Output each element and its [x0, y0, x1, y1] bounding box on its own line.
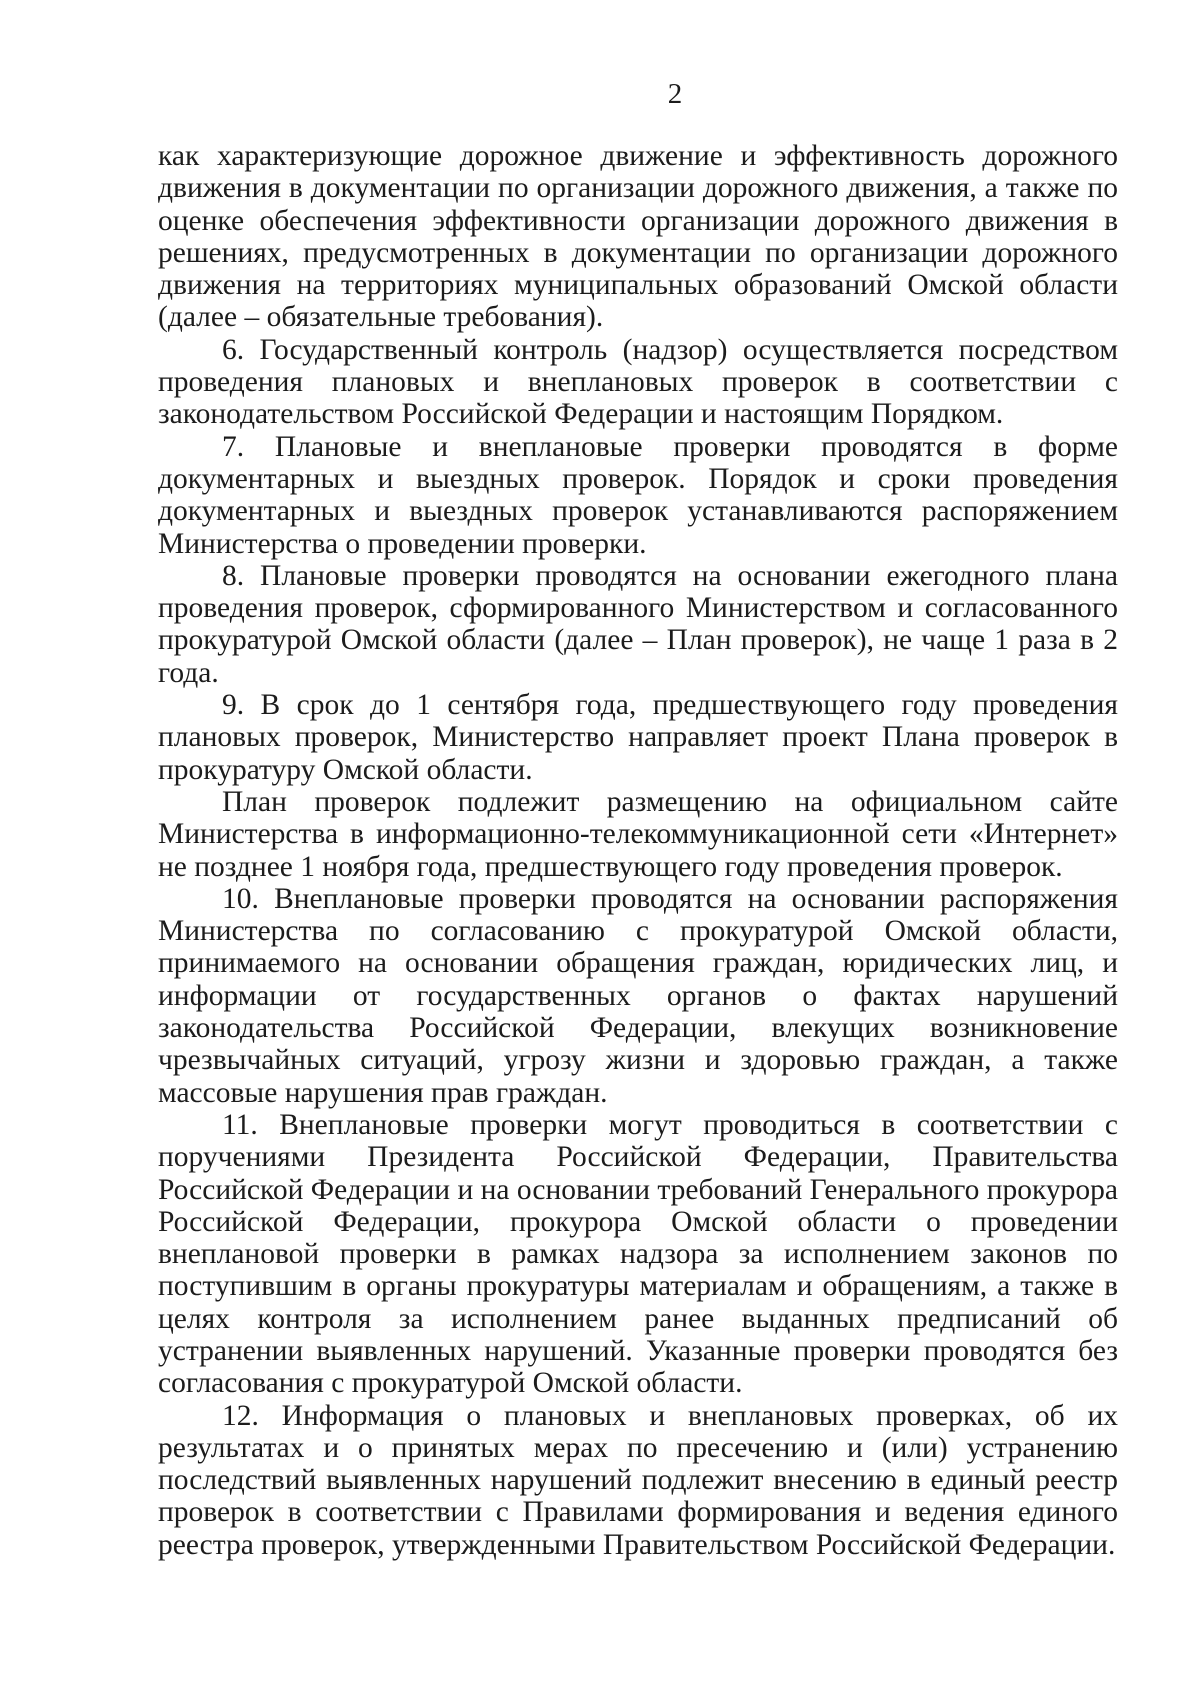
paragraph-6: 6. Государственный контроль (надзор) осуществляется посредством проведения плановых и внеплановых проверок в соответствии с законодательством Российской Федерации и настоящим Порядком.: [158, 333, 1118, 431]
page-number: 2: [667, 78, 683, 110]
paragraph-10: 10. Внеплановые проверки проводятся на основании распоряжения Министерства по согласованию с прокуратурой Омской области, принимаемого на основании обращения граждан, юридических лиц, и информации от государственных органов о фактах нарушений законодательства Российской Федерации, влекущих возникновение чрезвычайных ситуаций, угрозу жизни и здоровью граждан, а также массовые нарушения прав граждан.: [158, 882, 1118, 1109]
document-body: [158, 140, 1118, 1561]
paragraph-7: 7. Плановые и внеплановые проверки проводятся в форме документарных и выездных проверок. Порядок и сроки проведения документарных и выездных проверок устанавливаются распоряжением Министерства о проведении проверки.: [158, 430, 1118, 560]
paragraph-intro-continuation: как характеризующие дорожное движение и эффективность дорожного движения в документации по организации дорожного движения, а также по оценке обеспечения эффективности организации дорожного движения в решениях, предусмотренных в документации по организации дорожного движения на территориях муниципальных образований Омской области (далее – обязательные требования).: [158, 140, 1118, 334]
paragraph-12: 12. Информация о плановых и внеплановых проверках, об их результатах и о принятых мерах по пресечению и (или) устранению последствий выявленных нарушений подлежит внесению в единый реестр проверок в соответствии с Правилами формирования и ведения единого реестра проверок, утвержденными Правительством Российской Федерации.: [158, 1399, 1118, 1561]
paragraph-9: 9. В срок до 1 сентября года, предшествующего году проведения плановых проверок, Министерство направляет проект Плана проверок в прокуратуру Омской области.: [158, 689, 1118, 786]
paragraph-9-continuation: План проверок подлежит размещению на официальном сайте Министерства в информационно-телекоммуникационной сети «Интернет» не позднее 1 ноября года, предшествующего году проведения проверок.: [158, 785, 1118, 883]
paragraph-11: 11. Внеплановые проверки могут проводиться в соответствии с поручениями Президента Российской Федерации, Правительства Российской Федерации и на основании требований Генерального прокурора Российской Федерации, прокурора Омской области о проведении внеплановой проверки в рамках надзора за исполнением законов по поступившим в органы прокуратуры материалам и обращениям, а также в целях контроля за исполнением ранее выданных предписаний об устранении выявленных нарушений. Указанные проверки проводятся без согласования с прокуратурой Омской области.: [158, 1108, 1118, 1400]
paragraph-8: 8. Плановые проверки проводятся на основании ежегодного плана проведения проверок, сформированного Министерством и согласованного прокуратурой Омской области (далее – План проверок), не чаще 1 раза в 2 года.: [158, 559, 1118, 689]
